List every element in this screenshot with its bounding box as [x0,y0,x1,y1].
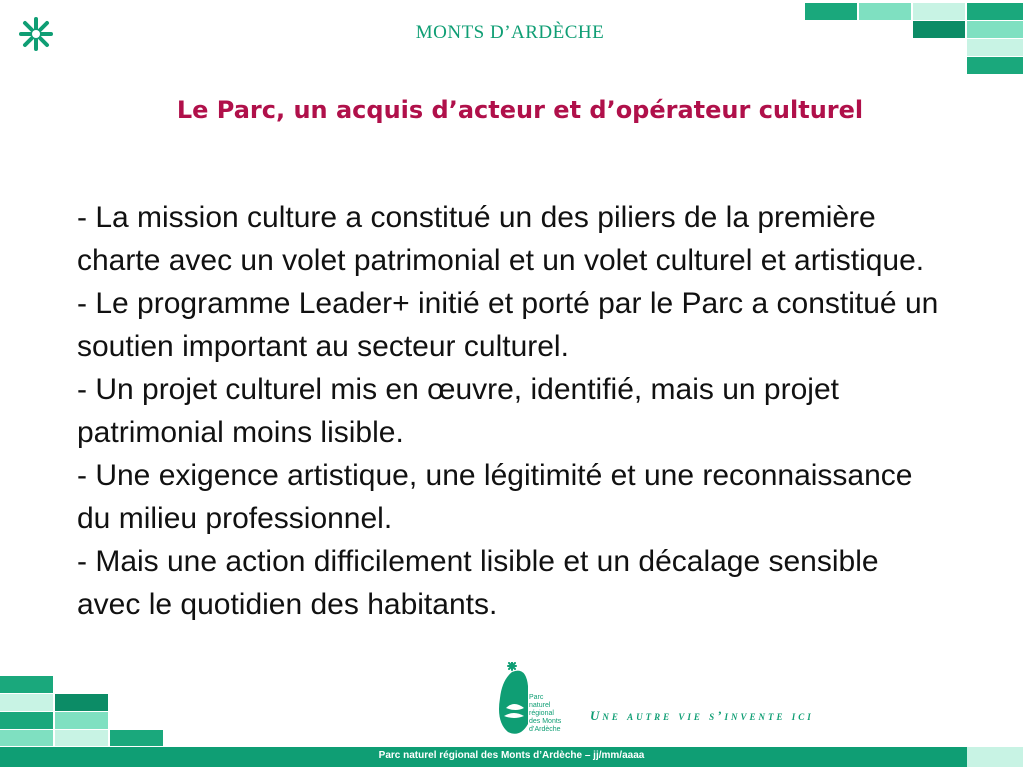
bullet-2: - Le programme Leader+ initié et porté par le Parc a constitué un soutien important au secteur culturel. [77,287,939,363]
footer-text: Parc naturel régional des Monts d’Ardèche – jj/mm/aaaa [378,750,645,761]
park-logo-line: naturel [529,702,551,709]
park-logo-line: Parc [529,694,544,701]
park-logo-line: régional [529,710,554,717]
slide-body [77,196,947,626]
park-logo-line: des Monts d’Ardèche [529,718,562,733]
bullet-4: - Une exigence artistique, une légitimité et une reconnaissance du milieu professionnel. [77,459,913,535]
bullet-5: - Mais une action difficilement lisible et un décalage sensible avec le quotidien des habitants. [77,545,879,621]
footer-right-square [967,747,1023,767]
bullet-1: - La mission culture a constitué un des piliers de la première charte avec un volet patrimonial et un volet culturel et artistique. [77,201,925,277]
slide-title: Le Parc, un acquis d’acteur et d’opérateur culturel [176,96,864,124]
park-logo-text [529,694,569,734]
bullet-3: - Un projet culturel mis en œuvre, identifié, mais un projet patrimonial moins lisible. [77,373,839,449]
slogan: Une autre vie s’invente ici [590,708,814,723]
park-star-logo [18,16,54,52]
brand-title: MONTS D’ARDÈCHE [415,22,605,43]
footer-bar [0,747,1023,767]
